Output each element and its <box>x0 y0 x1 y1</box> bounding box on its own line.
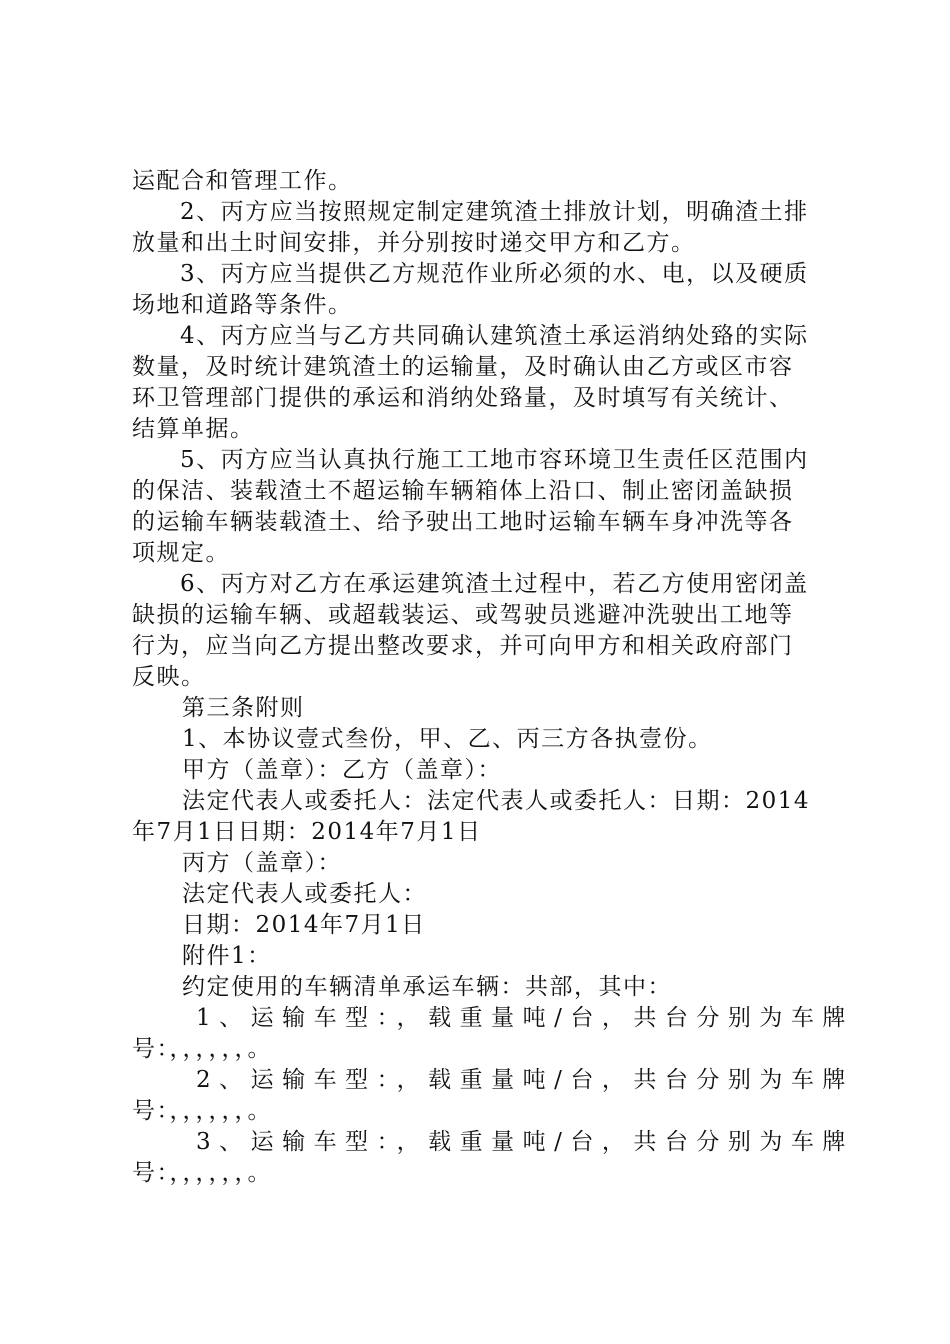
signature-line: 法定代表人或委托人：法定代表人或委托人：日期：2014 <box>182 788 811 814</box>
text-line: 6、丙方对乙方在承运建筑渣土过程中，若乙方使用密闭盖 <box>180 571 809 597</box>
date-line: 日期：2014年7月1日 <box>182 912 426 938</box>
text-line: 行为，应当向乙方提出整改要求，并可向甲方和相关政府部门 <box>132 633 794 659</box>
text-line: 约定使用的车辆清单承运车辆：共部，其中： <box>182 974 672 1000</box>
section-heading: 第三条附则 <box>182 695 305 721</box>
text-line: 数量，及时统计建筑渣土的运输量，及时确认由乙方或区市容 <box>132 354 794 380</box>
text-line: 运配合和管理工作。 <box>132 168 353 194</box>
text-line: 场地和道路等条件。 <box>132 292 353 318</box>
signature-line: 甲方（盖章）：乙方（盖章）： <box>182 757 502 783</box>
vehicle-item <box>132 1003 854 1034</box>
text-line: 项规定。 <box>132 540 230 566</box>
text-line: 的运输车辆装载渣土、给予驶出工地时运输车辆车身冲洗等各 <box>132 509 794 535</box>
text-line: 3、丙方应当提供乙方规范作业所必须的水、电，以及硬质 <box>180 261 809 287</box>
document-page <box>132 166 854 1189</box>
text-line: 1、本协议壹式叁份，甲、乙、丙三方各执壹份。 <box>182 726 713 752</box>
text-line: 放量和出土时间安排，并分别按时递交甲方和乙方。 <box>132 230 696 256</box>
text-line: 5、丙方应当认真执行施工工地市容环境卫生责任区范围内 <box>180 447 809 473</box>
text-line: 号：，，，，，，。 <box>132 1098 272 1124</box>
text-line: 缺损的运输车辆、或超载装运、或驾驶员逃避冲洗驶出工地等 <box>132 602 794 628</box>
vehicle-item <box>132 1127 854 1158</box>
text-line: 反映。 <box>132 664 206 690</box>
text-line: 4、丙方应当与乙方共同确认建筑渣土承运消纳处臵的实际 <box>180 323 809 349</box>
text-line: 的保洁、装载渣土不超运输车辆箱体上沿口、制止密闭盖缺损 <box>132 478 794 504</box>
vehicle-item-text: 3、运输车型：，载重量吨/台，共台分别为车牌 <box>196 1129 854 1155</box>
text-line: 号：，，，，，，。 <box>132 1160 272 1186</box>
signature-line: 丙方（盖章）： <box>182 850 342 876</box>
text-line: 环卫管理部门提供的承运和消纳处臵量，及时填写有关统计、 <box>132 385 794 411</box>
text-line: 结算单据。 <box>132 416 255 442</box>
text-line: 2、丙方应当按照规定制定建筑渣土排放计划，明确渣土排 <box>180 199 809 225</box>
vehicle-item-text: 2、运输车型：，载重量吨/台，共台分别为车牌 <box>196 1067 854 1093</box>
vehicle-item-text: 1、运输车型：，载重量吨/台，共台分别为车牌 <box>196 1005 854 1031</box>
text-line: 号：，，，，，，。 <box>132 1036 272 1062</box>
attachment-heading: 附件1： <box>182 943 272 969</box>
date-line: 年7月1日日期：2014年7月1日 <box>132 819 482 845</box>
signature-line: 法定代表人或委托人： <box>182 881 427 907</box>
vehicle-item <box>132 1065 854 1096</box>
